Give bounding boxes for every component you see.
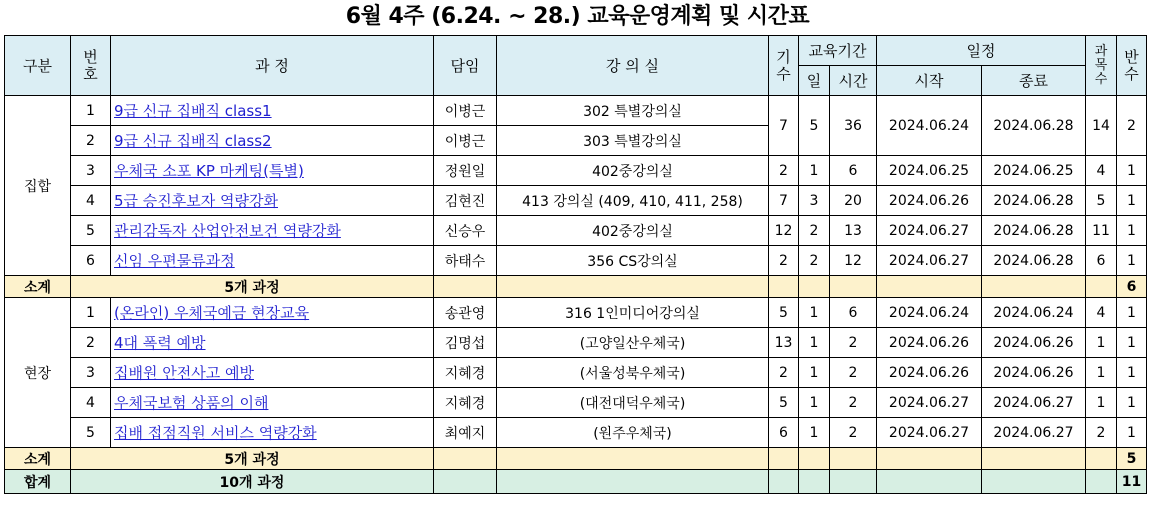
- classes-cell: 1: [1117, 388, 1147, 418]
- header-cohort: 기 수: [769, 36, 799, 96]
- table-row: [5, 418, 1147, 448]
- classroom-cell: (대전대덕우체국): [497, 388, 769, 418]
- classroom-cell: (고양일산우체국): [497, 328, 769, 358]
- days-cell: 1: [799, 298, 830, 328]
- instructor-cell: 지혜경: [434, 358, 497, 388]
- number-cell: 6: [71, 246, 111, 276]
- classroom-cell: 303 특별강의실: [497, 126, 769, 156]
- number-cell: 1: [71, 96, 111, 126]
- start-date-cell: 2024.06.24: [877, 298, 982, 328]
- hours-cell: 2: [830, 358, 877, 388]
- number-cell: 3: [71, 358, 111, 388]
- hours-cell: 13: [830, 216, 877, 246]
- days-cell: 2: [799, 216, 830, 246]
- subtotal-classes: 6: [1117, 276, 1147, 298]
- classroom-cell: 402중강의실: [497, 216, 769, 246]
- schedule-table: [4, 35, 1147, 494]
- header-classroom: 강 의 실: [497, 36, 769, 96]
- subtotal-label: 소계: [5, 448, 71, 470]
- hours-cell: 20: [830, 186, 877, 216]
- classes-cell: 1: [1117, 328, 1147, 358]
- header-end: 종료: [982, 66, 1086, 96]
- page-title: 6월 4주 (6.24. ~ 28.) 교육운영계획 및 시간표: [345, 4, 810, 29]
- classroom-cell: 402중강의실: [497, 156, 769, 186]
- subtotal-row: [5, 448, 1147, 470]
- header-course: 과 정: [111, 36, 434, 96]
- subtotal-label: 소계: [5, 276, 71, 298]
- classroom-cell: 356 CS강의실: [497, 246, 769, 276]
- subjects-cell: 6: [1086, 246, 1117, 276]
- number-cell: 5: [71, 418, 111, 448]
- course-link[interactable]: 5급 승진후보자 역량강화: [114, 192, 278, 210]
- number-cell: 3: [71, 156, 111, 186]
- instructor-cell: 지혜경: [434, 388, 497, 418]
- cohort-cell: 5: [769, 388, 799, 418]
- header-category: 구분: [5, 36, 71, 96]
- end-date-cell: 2024.06.26: [982, 358, 1086, 388]
- start-date-cell: 2024.06.27: [877, 388, 982, 418]
- table-row: [5, 388, 1147, 418]
- days-cell: 5: [799, 96, 830, 156]
- course-link[interactable]: 4대 폭력 예방: [114, 334, 206, 352]
- total-label: 합계: [5, 470, 71, 494]
- header-start: 시작: [877, 66, 982, 96]
- hours-cell: 2: [830, 418, 877, 448]
- subtotal-courses: 5개 과정: [71, 448, 434, 470]
- instructor-cell: 김명섭: [434, 328, 497, 358]
- subtotal-row: [5, 276, 1147, 298]
- number-cell: 1: [71, 298, 111, 328]
- table-row: [5, 358, 1147, 388]
- header-days: 일: [799, 66, 830, 96]
- course-link[interactable]: 신임 우편물류과정: [114, 252, 235, 270]
- number-cell: 2: [71, 328, 111, 358]
- hours-cell: 2: [830, 328, 877, 358]
- instructor-cell: 정원일: [434, 156, 497, 186]
- classroom-cell: 316 1인미디어강의실: [497, 298, 769, 328]
- total-classes: 11: [1117, 470, 1147, 494]
- table-row: [5, 246, 1147, 276]
- classroom-cell: 302 특별강의실: [497, 96, 769, 126]
- classes-cell: 1: [1117, 156, 1147, 186]
- start-date-cell: 2024.06.27: [877, 246, 982, 276]
- table-row: [5, 156, 1147, 186]
- start-date-cell: 2024.06.25: [877, 156, 982, 186]
- start-date-cell: 2024.06.26: [877, 358, 982, 388]
- days-cell: 1: [799, 388, 830, 418]
- cohort-cell: 2: [769, 246, 799, 276]
- course-link[interactable]: (온라인) 우체국예금 현장교육: [114, 304, 310, 322]
- course-link[interactable]: 관리감독자 산업안전보건 역량강화: [114, 222, 341, 240]
- total-row: [5, 470, 1147, 494]
- table-row: [5, 216, 1147, 246]
- subtotal-classes: 5: [1117, 448, 1147, 470]
- table-row: [5, 328, 1147, 358]
- days-cell: 1: [799, 418, 830, 448]
- cohort-cell: 2: [769, 358, 799, 388]
- start-date-cell: 2024.06.27: [877, 216, 982, 246]
- start-date-cell: 2024.06.26: [877, 186, 982, 216]
- classroom-cell: (서울성북우체국): [497, 358, 769, 388]
- classes-cell: 2: [1117, 96, 1147, 156]
- end-date-cell: 2024.06.28: [982, 96, 1086, 156]
- instructor-cell: 김현진: [434, 186, 497, 216]
- classes-cell: 1: [1117, 358, 1147, 388]
- header-schedule: 일정: [877, 36, 1086, 66]
- header-number: 번 호: [71, 36, 111, 96]
- subjects-cell: 1: [1086, 328, 1117, 358]
- end-date-cell: 2024.06.28: [982, 186, 1086, 216]
- cohort-cell: 5: [769, 298, 799, 328]
- classes-cell: 1: [1117, 246, 1147, 276]
- subtotal-courses: 5개 과정: [71, 276, 434, 298]
- header-classes: 반 수: [1117, 36, 1147, 96]
- end-date-cell: 2024.06.28: [982, 216, 1086, 246]
- instructor-cell: 최예지: [434, 418, 497, 448]
- hours-cell: 6: [830, 156, 877, 186]
- header-hours: 시간: [830, 66, 877, 96]
- subjects-cell: 4: [1086, 298, 1117, 328]
- end-date-cell: 2024.06.25: [982, 156, 1086, 186]
- table-row: [5, 96, 1147, 126]
- category-cell: 집합: [5, 96, 71, 276]
- classes-cell: 1: [1117, 298, 1147, 328]
- classes-cell: 1: [1117, 418, 1147, 448]
- instructor-cell: 하태수: [434, 246, 497, 276]
- subjects-cell: 14: [1086, 96, 1117, 156]
- course-link[interactable]: 우체국보험 상품의 이해: [114, 394, 269, 412]
- classes-cell: 1: [1117, 216, 1147, 246]
- category-cell: 현장: [5, 298, 71, 448]
- number-cell: 5: [71, 216, 111, 246]
- end-date-cell: 2024.06.27: [982, 418, 1086, 448]
- end-date-cell: 2024.06.28: [982, 246, 1086, 276]
- cohort-cell: 7: [769, 96, 799, 156]
- table-row: [5, 298, 1147, 328]
- classes-cell: 1: [1117, 186, 1147, 216]
- start-date-cell: 2024.06.27: [877, 418, 982, 448]
- subjects-cell: 2: [1086, 418, 1117, 448]
- subjects-cell: 11: [1086, 216, 1117, 246]
- header-period: 교육기간: [799, 36, 877, 66]
- instructor-cell: 송관영: [434, 298, 497, 328]
- classroom-cell: (원주우체국): [497, 418, 769, 448]
- course-link[interactable]: 집배 접점직원 서비스 역량강화: [114, 424, 317, 442]
- course-link[interactable]: 집배원 안전사고 예방: [114, 364, 254, 382]
- hours-cell: 6: [830, 298, 877, 328]
- days-cell: 2: [799, 246, 830, 276]
- days-cell: 1: [799, 156, 830, 186]
- instructor-cell: 이병근: [434, 96, 497, 126]
- number-cell: 2: [71, 126, 111, 156]
- cohort-cell: 12: [769, 216, 799, 246]
- total-courses: 10개 과정: [71, 470, 434, 494]
- cohort-cell: 13: [769, 328, 799, 358]
- days-cell: 1: [799, 358, 830, 388]
- days-cell: 1: [799, 328, 830, 358]
- table-row: [5, 186, 1147, 216]
- subjects-cell: 1: [1086, 388, 1117, 418]
- end-date-cell: 2024.06.27: [982, 388, 1086, 418]
- days-cell: 3: [799, 186, 830, 216]
- number-cell: 4: [71, 186, 111, 216]
- course-link[interactable]: 9급 신규 집배직 class2: [114, 132, 272, 150]
- end-date-cell: 2024.06.24: [982, 298, 1086, 328]
- header-subjects: 과 목 수: [1086, 36, 1117, 96]
- subjects-cell: 4: [1086, 156, 1117, 186]
- start-date-cell: 2024.06.26: [877, 328, 982, 358]
- classroom-cell: 413 강의실 (409, 410, 411, 258): [497, 186, 769, 216]
- end-date-cell: 2024.06.26: [982, 328, 1086, 358]
- subjects-cell: 1: [1086, 358, 1117, 388]
- cohort-cell: 2: [769, 156, 799, 186]
- cohort-cell: 6: [769, 418, 799, 448]
- cohort-cell: 7: [769, 186, 799, 216]
- number-cell: 4: [71, 388, 111, 418]
- instructor-cell: 신승우: [434, 216, 497, 246]
- header-instructor: 담임: [434, 36, 497, 96]
- subjects-cell: 5: [1086, 186, 1117, 216]
- hours-cell: 12: [830, 246, 877, 276]
- hours-cell: 36: [830, 96, 877, 156]
- instructor-cell: 이병근: [434, 126, 497, 156]
- hours-cell: 2: [830, 388, 877, 418]
- start-date-cell: 2024.06.24: [877, 96, 982, 156]
- course-link[interactable]: 우체국 소포 KP 마케팅(특별): [114, 162, 304, 180]
- course-link[interactable]: 9급 신규 집배직 class1: [114, 102, 272, 120]
